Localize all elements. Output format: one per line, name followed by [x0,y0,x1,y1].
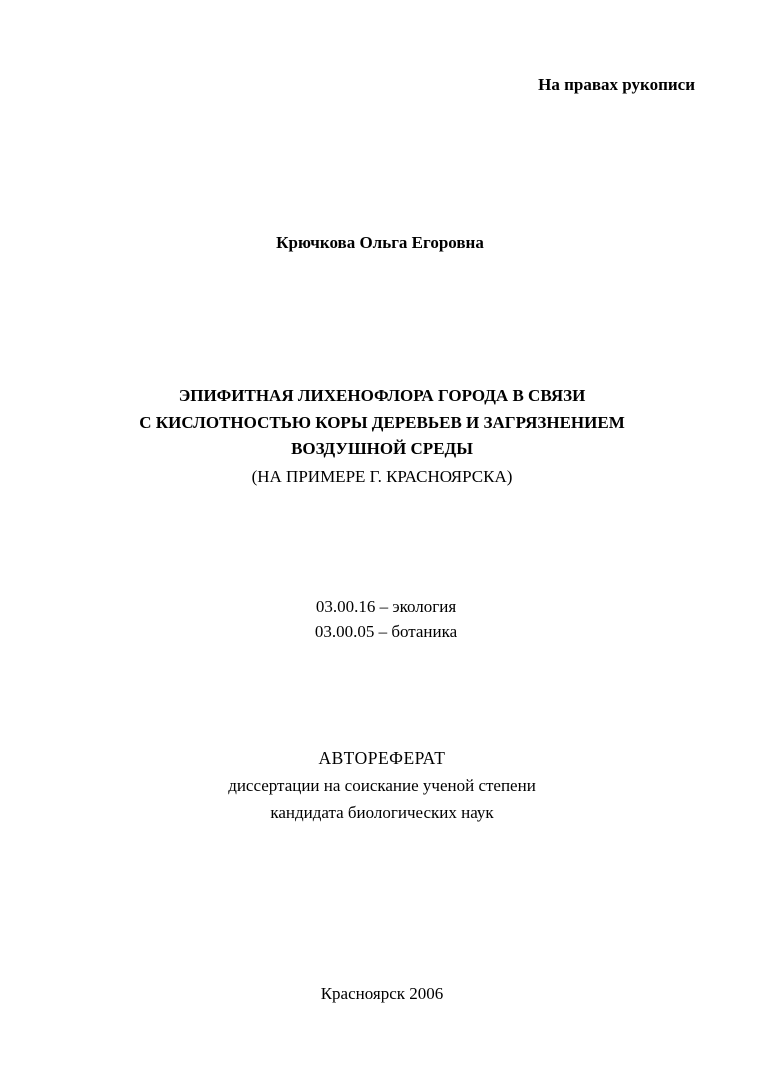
title-subtitle: (НА ПРИМЕРЕ Г. КРАСНОЯРСКА) [251,467,513,486]
title-line-1: ЭПИФИТНАЯ ЛИХЕНОФЛОРА ГОРОДА В СВЯЗИ [178,386,586,405]
manuscript-rights-label: На правах рукописи [538,75,695,94]
title-line-3: ВОЗДУШНОЙ СРЕДЫ [291,439,473,458]
title-line-2: С КИСЛОТНОСТЬЮ КОРЫ ДЕРЕВЬЕВ И ЗАГРЯЗНЕНИЕМ [139,413,625,432]
document-type: АВТОРЕФЕРАТ [318,748,446,768]
author-name: Крючкова Ольга Егоровна [276,233,484,252]
document-description-line-2: кандидата биологических наук [270,803,494,822]
document-description-line-1: диссертации на соискание ученой степени [228,776,536,795]
specialty-ecology: 03.00.16 – экология [315,597,457,616]
city-year: Красноярск 2006 [320,984,444,1003]
specialty-botany: 03.00.05 – ботаника [314,622,458,641]
